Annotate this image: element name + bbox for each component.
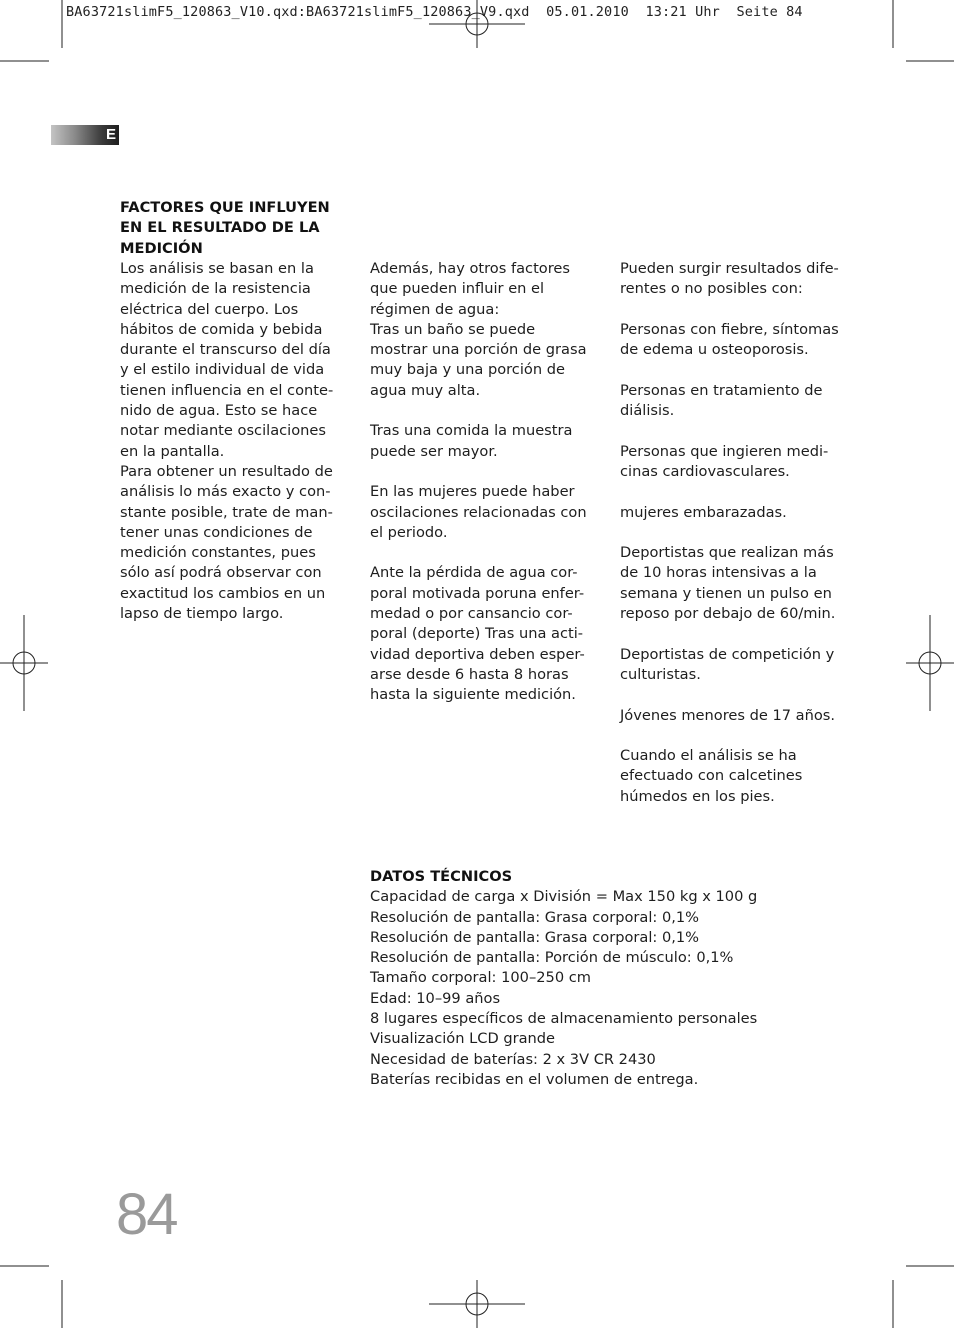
paragraph [370,320,590,401]
text-line: oscilaciones relacionadas con [370,503,587,521]
text-line: Jóvenes menores de 17 años. [620,706,836,724]
text-line: mostrar una porción de grasa [370,341,587,359]
text-line: de edema u osteoporosis. [620,341,809,359]
text-line: rentes o no posibles con: [620,280,803,298]
text-column-3 [620,259,845,807]
paragraph [370,482,590,543]
text-line: Tras un baño se puede [370,320,536,338]
paragraph-gap [370,543,590,563]
text-line: húmedos en los pies. [620,787,775,805]
paragraph-gap [620,482,845,502]
registration-mark-left [0,615,48,711]
section-heading-line: FACTORES QUE INFLUYEN [120,199,330,216]
text-line: Además, hay otros factores [370,260,570,277]
text-line: mujeres embarazadas. [620,503,787,521]
paragraph [620,543,845,624]
text-line: régimen de agua: [370,300,500,318]
text-line: Tras una comida la muestra [370,422,573,440]
text-line: Deportistas que realizan más [620,544,834,562]
text-column-2 [370,259,590,706]
paragraph [120,259,338,462]
text-line: notar mediante oscilaciones [120,422,326,440]
text-line: de 10 horas intensivas a la [620,564,817,582]
paragraph [120,462,338,624]
technical-data-item: 8 lugares específicos de almacenamiento personales [370,1010,758,1028]
text-line: medición de la resistencia [120,280,311,298]
technical-data-item: Necesidad de baterías: 2 x 3V CR 2430 [370,1050,656,1068]
text-line: efectuado con calcetines [620,767,803,785]
text-line: Cuando el análisis se ha [620,747,797,765]
text-line: eléctrica del cuerpo. Los [120,300,299,318]
technical-data-item: Visualización LCD grande [370,1030,556,1048]
paragraph [620,442,845,483]
text-line: tener unas condiciones de [120,523,313,541]
text-line: en la pantalla. [120,442,225,460]
technical-data-item: Edad: 10–99 años [370,989,501,1007]
text-line: Ante la pérdida de agua cor- [370,564,578,582]
text-line: reposo por debajo de 60/min. [620,605,836,623]
paragraph [620,320,845,361]
text-line: stante posible, trate de man- [120,503,333,521]
paragraph [620,645,845,686]
paragraph-gap [620,523,845,543]
language-tab-label: E [105,126,116,143]
text-line: nido de agua. Esto se hace [120,402,318,420]
section-heading-line: EN EL RESULTADO DE LA [120,219,320,237]
technical-data-item: Capacidad de carga x División = Max 150 kg x 100 g [370,888,758,906]
technical-data-list [370,887,790,1090]
registration-mark-bottom [429,1280,525,1328]
technical-data-title: DATOS TÉCNICOS [370,868,513,885]
paragraph-gap [620,685,845,705]
text-line: vidad deportiva deben esper- [370,645,585,663]
text-line: sólo así podrá observar con [120,564,322,582]
paragraph-gap [370,462,590,482]
section-heading [120,198,340,259]
text-line: poral motivada poruna enfer- [370,584,585,602]
paragraph [620,381,845,422]
text-line: hasta la siguiente medición. [370,686,576,704]
technical-data-item: Baterías recibidas en el volumen de entrega. [370,1070,699,1088]
text-line: Deportistas de competición y [620,645,835,663]
paragraph [620,746,845,807]
text-line: Pueden surgir resultados dife- [620,260,839,277]
technical-data [370,867,790,1090]
text-line: puede ser mayor. [370,442,498,460]
text-line: durante el transcurso del día [120,341,331,359]
text-line: Personas en tratamiento de [620,381,823,399]
text-line: tienen influencia en el conte- [120,381,334,399]
text-line: Los análisis se basan en la [120,260,314,277]
paragraph [370,421,590,462]
text-line: diálisis. [620,402,675,420]
text-line: cinas cardiovasculares. [620,462,790,480]
text-line: culturistas. [620,665,701,683]
text-line: muy baja y una porción de [370,361,565,379]
text-line: Personas con fiebre, síntomas [620,320,839,338]
paragraph-gap [620,300,845,320]
paragraph [620,259,845,300]
paragraph-gap [620,421,845,441]
paragraph-gap [620,360,845,380]
text-line: Para obtener un resultado de [120,462,333,480]
text-line: agua muy alta. [370,381,481,399]
language-tab [51,125,119,145]
text-line: poral (deporte) Tras una acti- [370,625,584,643]
paragraph [370,563,590,705]
technical-data-item: Resolución de pantalla: Grasa corporal: 0,1% [370,928,700,946]
technical-data-item: Tamaño corporal: 100–250 cm [370,969,592,987]
paragraph-gap [620,624,845,644]
paragraph [620,706,845,726]
text-line: que pueden influir en el [370,280,545,298]
text-line: arse desde 6 hasta 8 horas [370,665,569,683]
text-line: hábitos de comida y bebida [120,320,323,338]
print-slug-header: BA63721slimF5_120863_V10.qxd:BA63721slimF5_120863_V9.qxd 05.01.2010 13:21 Uhr Seite 84 [66,4,803,20]
text-line: y el estilo individual de vida [120,361,325,379]
paragraph-gap [370,401,590,421]
text-line: medad o por cansancio cor- [370,605,573,623]
technical-data-item: Resolución de pantalla: Porción de músculo: 0,1% [370,949,734,967]
text-line: exactitud los cambios en un [120,584,326,602]
page-number: 84 [116,1182,177,1247]
text-line: el periodo. [370,523,448,541]
paragraph [370,259,590,320]
text-line: análisis lo más exacto y con- [120,483,331,501]
paragraph [620,503,845,523]
text-line: semana y tienen un pulso en [620,584,832,602]
paragraph-gap [620,726,845,746]
text-line: Personas que ingieren medi- [620,442,829,460]
text-line: lapso de tiempo largo. [120,605,284,623]
text-line: En las mujeres puede haber [370,483,575,501]
section-heading-line: MEDICIÓN [120,239,203,257]
text-line: medición constantes, pues [120,544,316,562]
technical-data-item: Resolución de pantalla: Grasa corporal: 0,1% [370,908,700,926]
registration-mark-right [906,615,954,711]
text-column-1 [120,259,338,624]
